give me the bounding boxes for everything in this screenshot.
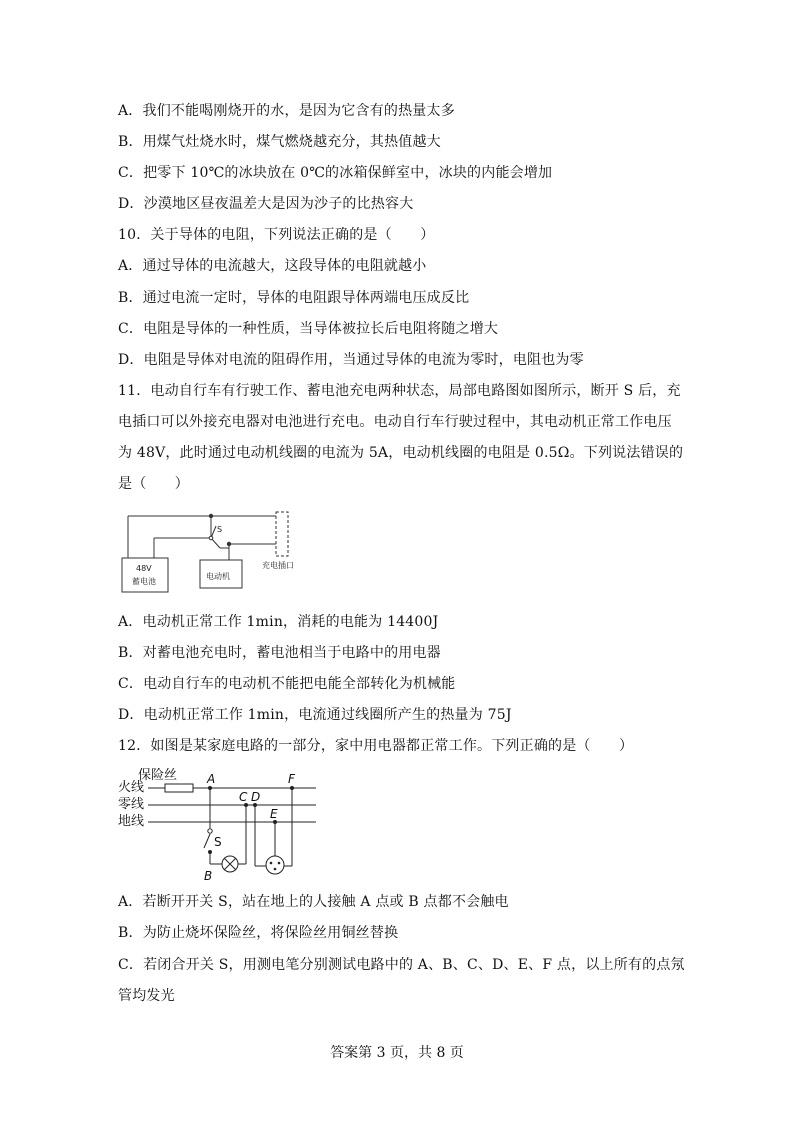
fuse-icon (165, 784, 193, 792)
junction-dot (209, 514, 213, 518)
point-b-label: B (204, 869, 213, 883)
junction-dot (227, 542, 231, 546)
q11-circuit-diagram (118, 508, 318, 598)
q11-option-d: D．电动机正常工作 1min，电流通过线圈所产生的热量为 75J (118, 707, 512, 723)
charging-port (276, 512, 288, 556)
battery-voltage-label: 48V (136, 564, 152, 573)
q11-option-c: C．电动自行车的电动机不能把电能全部转化为机械能 (118, 676, 456, 692)
motor-label: 电动机 (206, 572, 230, 581)
q12-household-circuit-diagram (118, 768, 318, 884)
q11-option-a: A．电动机正常工作 1min，消耗的电能为 14400J (118, 614, 439, 630)
point-d-label: D (251, 790, 261, 804)
q11-stem-line-4: 是（ ） (118, 476, 189, 492)
q12-option-b: B．为防止烧坏保险丝，将保险丝用铜丝替换 (118, 925, 399, 941)
q11-stem-line-3: 为 48V，此时通过电动机线圈的电流为 5A，电动机线圈的电阻是 0.5Ω。下列说法错误的 (118, 445, 684, 461)
q11-option-b: B．对蓄电池充电时，蓄电池相当于电路中的用电器 (118, 645, 441, 661)
fuse-label: 保险丝 (138, 768, 178, 783)
q12-option-a: A．若断开开关 S，站在地上的人接触 A 点或 B 点都不会触电 (118, 894, 509, 910)
socket-icon (266, 856, 284, 874)
point-f-label: F (288, 772, 295, 786)
switch-s-label: S (214, 835, 222, 849)
q10-option-c: C．电阻是导体的一种性质，当导体被拉长后电阻将随之增大 (118, 321, 499, 337)
switch-label: S (217, 525, 223, 534)
q10-option-b: B．通过电流一定时，导体的电阻跟导体两端电压成反比 (118, 290, 470, 306)
charging-port-label: 充电插口 (262, 561, 294, 570)
battery-label: 蓄电池 (132, 577, 156, 586)
q11-stem-line-2: 电插口可以外接充电器对电池进行充电。电动自行车行驶过程中，其电动机正常工作电压 (118, 414, 672, 430)
point-a-label: A (207, 772, 216, 786)
q12-option-c-line-2: 管均发光 (118, 988, 175, 1004)
q10-stem: 10．关于导体的电阻，下列说法正确的是（ ） (118, 227, 435, 243)
point-e-label: E (270, 807, 278, 821)
q9-option-a: A．我们不能喝刚烧开的水，是因为它含有的热量太多 (118, 103, 455, 119)
q10-option-d: D．电阻是导体对电流的阻碍作用，当通过导体的电流为零时，电阻也为零 (118, 352, 584, 368)
point-c-label: C (239, 790, 248, 804)
ground-wire-label: 地线 (118, 814, 145, 829)
live-wire-label: 火线 (118, 780, 145, 795)
q9-option-b: B．用煤气灶烧水时，煤气燃烧越充分，其热值越大 (118, 134, 441, 150)
q9-option-d: D．沙漠地区昼夜温差大是因为沙子的比热容大 (118, 196, 414, 212)
q12-stem: 12．如图是某家庭电路的一部分，家中用电器都正常工作。下列正确的是（ ） (118, 738, 634, 754)
q11-stem-line-1: 11．电动自行车有行驶工作、蓄电池充电两种状态，局部电路图如图所示，断开 S 后，充 (118, 383, 681, 399)
q10-option-a: A．通过导体的电流越大，这段导体的电阻就越小 (118, 258, 427, 274)
q9-option-c: C．把零下 10℃的冰块放在 0℃的冰箱保鲜室中，冰块的内能会增加 (118, 165, 553, 181)
q12-option-c-line-1: C．若闭合开关 S，用测电笔分别测试电路中的 A、B、C、D、E、F 点，以上所有的点氖 (118, 957, 685, 973)
page-footer: 答案第 3 页，共 8 页 (330, 1045, 464, 1061)
neutral-wire-label: 零线 (118, 797, 145, 812)
